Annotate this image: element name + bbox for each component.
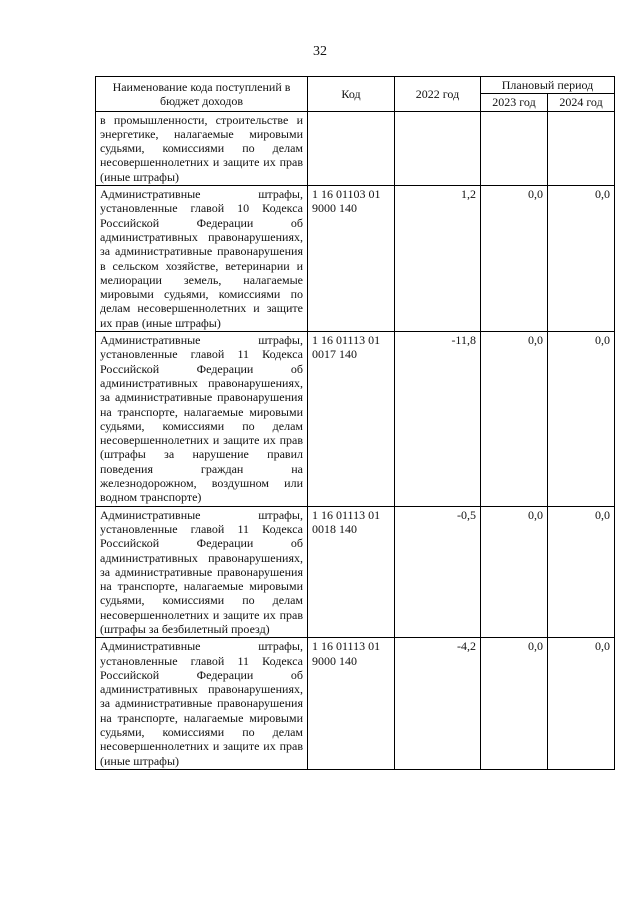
row-value-2024: 0,0 — [548, 638, 615, 770]
row-value-2023 — [481, 111, 548, 185]
row-value-2024: 0,0 — [548, 186, 615, 332]
row-value-2023: 0,0 — [481, 332, 548, 507]
row-code: 1 16 01113 01 0017 140 — [308, 332, 395, 507]
header-year-2023: 2023 год — [481, 94, 548, 111]
table-row — [96, 332, 615, 507]
header-year-2022: 2022 год — [395, 77, 481, 112]
header-plan-period: Плановый период — [481, 77, 615, 94]
row-code: 1 16 01113 01 9000 140 — [308, 638, 395, 770]
row-value-2024: 0,0 — [548, 332, 615, 507]
header-name: Наименование кода поступлений в бюджет доходов — [96, 77, 308, 112]
row-name: Административные штрафы, установленные главой 11 Кодекса Российской Федерации об административных правонарушениях, за административные правонарушения на транспорте, налагаемые мировыми судьями, комиссиями по делам несовершеннолетних и защите их прав (иные штрафы) — [96, 638, 308, 770]
row-value-2022: 1,2 — [395, 186, 481, 332]
row-value-2024: 0,0 — [548, 506, 615, 638]
table-row — [96, 506, 615, 638]
header-year-2024: 2024 год — [548, 94, 615, 111]
header-row-top — [96, 77, 615, 94]
row-value-2022: -11,8 — [395, 332, 481, 507]
table-row — [96, 111, 615, 185]
row-value-2024 — [548, 111, 615, 185]
revenue-table — [95, 76, 615, 770]
row-name: Административные штрафы, установленные главой 10 Кодекса Российской Федерации об административных правонарушениях, за административные правонарушения в сельском хозяйстве, ветеринарии и мелиорации земель, налагаемые мировыми судьями, комиссиями по делам несовершеннолетних и защите их прав (иные штрафы) — [96, 186, 308, 332]
row-name: Административные штрафы, установленные главой 11 Кодекса Российской Федерации об административных правонарушениях, за административные правонарушения на транспорте, налагаемые мировыми судьями, комиссиями по делам несовершеннолетних и защите их прав (штрафы за безбилетный проезд) — [96, 506, 308, 638]
row-value-2022 — [395, 111, 481, 185]
row-value-2023: 0,0 — [481, 506, 548, 638]
table-row — [96, 638, 615, 770]
row-code: 1 16 01113 01 0018 140 — [308, 506, 395, 638]
row-name: Административные штрафы, установленные главой 11 Кодекса Российской Федерации об административных правонарушениях, за административные правонарушения на транспорте, налагаемые мировыми судьями, комиссиями по делам несовершеннолетних и защите их прав (штрафы за нарушение правил поведения граждан на железнодорожном, воздушном или водном транспорте) — [96, 332, 308, 507]
row-code — [308, 111, 395, 185]
row-code: 1 16 01103 01 9000 140 — [308, 186, 395, 332]
row-value-2022: -0,5 — [395, 506, 481, 638]
table-row — [96, 186, 615, 332]
row-name: в промышленности, строительстве и энергетике, налагаемые мировыми судьями, комиссиями по делам несовершеннолетних и защите их прав (иные штрафы) — [96, 111, 308, 185]
page-number: 32 — [313, 44, 327, 59]
row-value-2023: 0,0 — [481, 638, 548, 770]
row-value-2023: 0,0 — [481, 186, 548, 332]
header-code: Код — [308, 77, 395, 112]
row-value-2022: -4,2 — [395, 638, 481, 770]
